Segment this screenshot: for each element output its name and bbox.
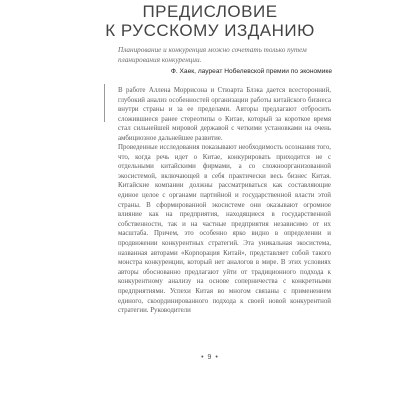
vertical-rule	[104, 84, 105, 122]
body-paragraph-2: Проведенные исследования показывают необходимость осознания того, что, когда речь идет о Китае, конкурировать приходится не с отдельными китайскими фирмами, а со сложноорганизованной экосистемой, включающей в себя практически весь бизнес Китая. Китайские компании должны рассматриваться как составляющие единое целое с органами партийной и государственной власти этой страны. В сформированной экосистеме они оказывают огромное влияние как на предприятия, находящиеся в государственной собственности, так и на частные предприятия независимо от их масштаба. Причем, это особенно ярко видно в определении и продвижении конкурентных стратегий. Эта уникальная экосистема, названная авторами «Корпорация Китай», представляет собой такого монстра конкуренции, который нет аналогов в мире. В этих условиях авторы обоснованно предлагают уйти от традиционного подхода к конкурентному анализу на основе соперничества с конкретными предприятиями. Успехи Китая во многом связаны с применением единого, скоординированного подхода к своей новой конкурентной стратегии. Руководители	[118, 144, 331, 315]
page-number: • 9 •	[201, 354, 219, 361]
body-paragraph-1: В работе Аллена Моррисона и Стюарта Блэка дается всесторонний, глубокий анализ особенностей организации работы китайского бизнеса внутри страны и за ее пределами. Авторы предлагают отбросить сложившиеся ранее стереотипы о Китае, который за короткое время стал сильнейшей мировой державой с четкими установками на очень амбициозное дальнейшее развитие.	[118, 87, 331, 142]
page-title-line-1: ПРЕДИСЛОВИЕ	[142, 2, 278, 21]
page-title-line-2: К РУССКОМУ ИЗДАНИЮ	[105, 21, 315, 40]
epigraph-text: Планирование и конкуренция можно сочетать только путем планирования конкуренции.	[118, 46, 307, 64]
epigraph-attribution: Ф. Хаек, лауреат Нобелевской премии по экономике	[170, 68, 332, 75]
page-title	[0, 2, 420, 40]
